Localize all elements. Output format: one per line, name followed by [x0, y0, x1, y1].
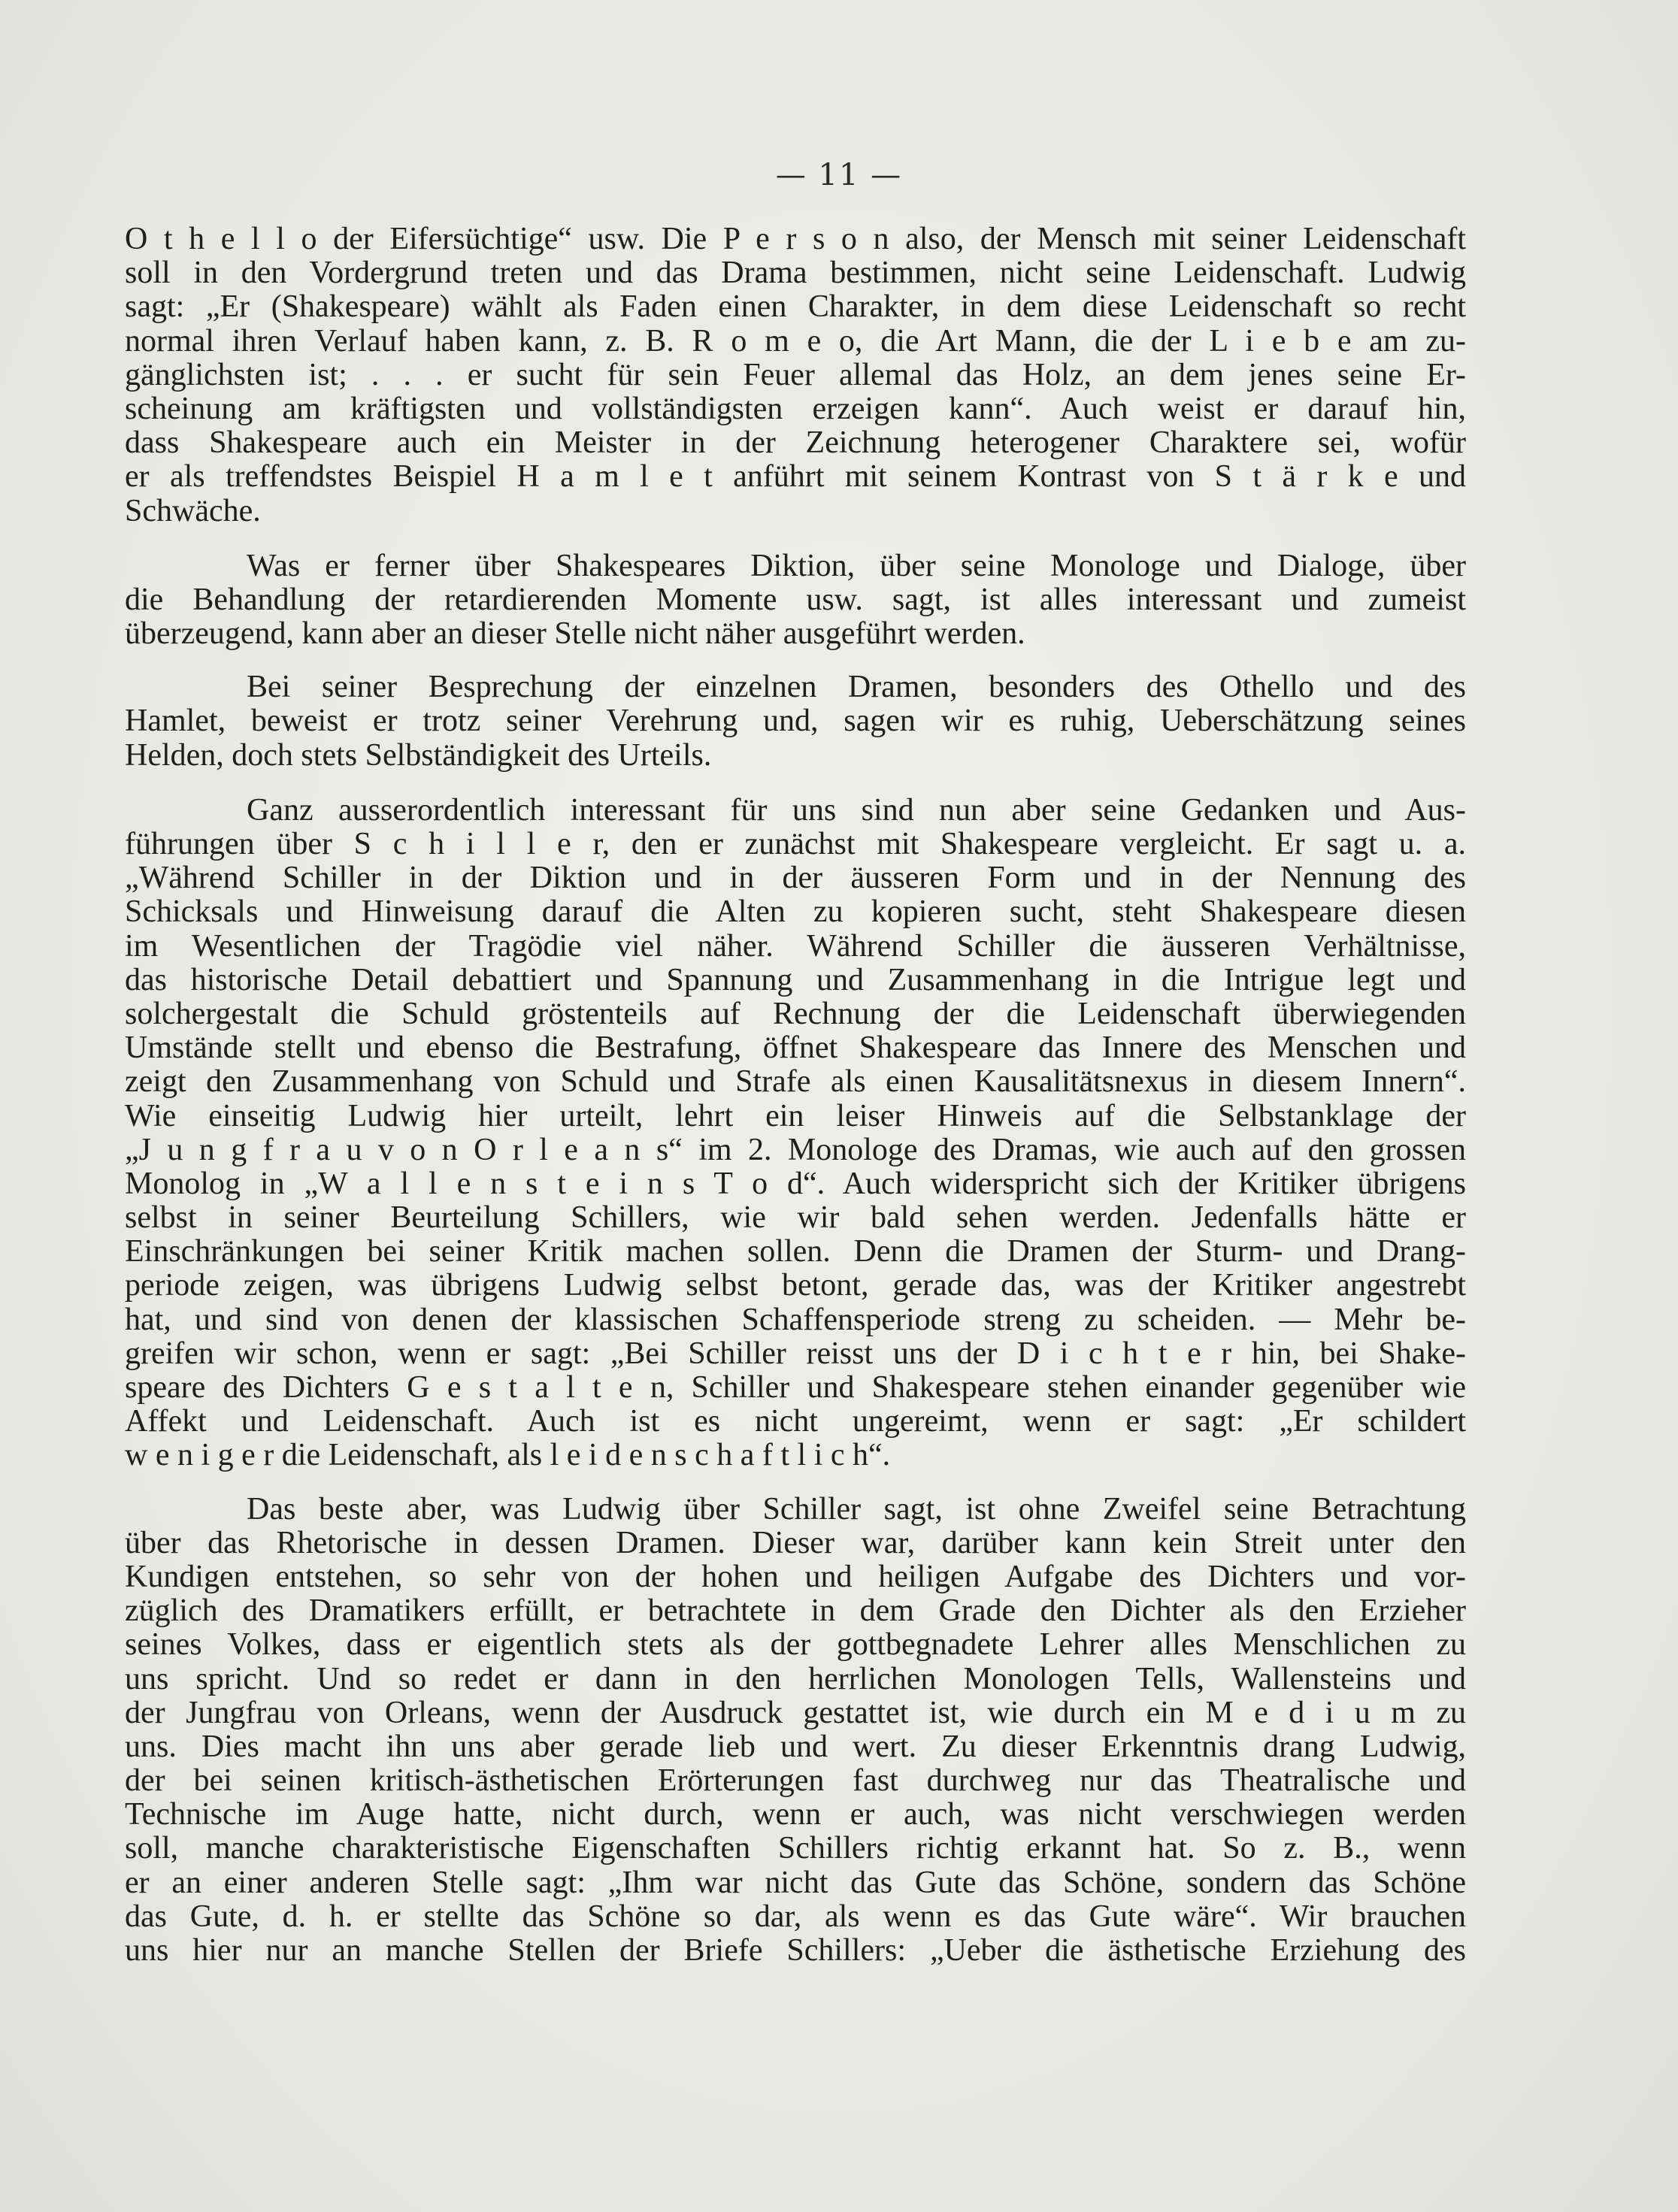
- text-line: „Während Schiller in der Diktion und in der äusseren Form und in der Nennung des: [125, 861, 1466, 896]
- text-line: Affekt und Leidenschaft. Auch ist es nicht ungereimt, wenn er sagt: „Er schildert: [125, 1404, 1466, 1439]
- text-line: Hamlet, beweist er trotz seiner Verehrung und, sagen wir es ruhig, Ueberschätzung seines: [125, 704, 1466, 739]
- text-line: speare des Dichters G e s t a l t e n, Schiller und Shakespeare stehen einander gegenüber wie: [125, 1370, 1466, 1405]
- text-line: w e n i g e r die Leidenschaft, als l e i d e n s c h a f t l i c h“.: [125, 1438, 891, 1473]
- text-line: uns spricht. Und so redet er dann in den herrlichen Monologen Tells, Wallensteins und: [125, 1661, 1466, 1696]
- text-line: der bei seinen kritisch-ästhetischen Erörterungen fast durchweg nur das Theatralische und: [125, 1763, 1466, 1799]
- paragraph-schiller: [125, 794, 1466, 1473]
- text-line: die Behandlung der retardierenden Momente usw. sagt, ist alles interessant und zumeist: [125, 582, 1466, 617]
- text-line: uns. Dies macht ihn uns aber gerade lieb und wert. Zu dieser Erkenntnis drang Ludwig,: [125, 1729, 1466, 1764]
- text-line: zeigt den Zusammenhang von Schuld und Strafe als einen Kausalitätsnexus in diesem Innern“.: [125, 1064, 1466, 1100]
- text-line: Technische im Auge hatte, nicht durch, wenn er auch, was nicht verschwiegen werden: [125, 1797, 1466, 1832]
- text-line: solchergestalt die Schuld gröstenteils auf Rechnung der die Leidenschaft überwiegenden: [125, 996, 1466, 1031]
- text-line: Umstände stellt und ebenso die Bestrafung, öffnet Shakespeare das Innere des Menschen und: [125, 1030, 1466, 1066]
- page-number: — 11 —: [775, 158, 903, 192]
- text-line: er als treffendstes Beispiel H a m l e t anführt mit seinem Kontrast von S t ä r k e und: [125, 459, 1466, 495]
- text-line: selbst in seiner Beurteilung Schillers, wie wir bald sehen werden. Jedenfalls hätte er: [125, 1200, 1466, 1236]
- text-line: das Gute, d. h. er stellte das Schöne so dar, als wenn es das Gute wäre“. Wir brauchen: [125, 1899, 1466, 1934]
- text-line: hat, und sind von denen der klassischen Schaffensperiode streng zu scheiden. — Mehr be-: [125, 1302, 1466, 1337]
- text-line: über das Rhetorische in dessen Dramen. Dieser war, darüber kann kein Streit unter den: [125, 1525, 1466, 1560]
- text-line: im Wesentlichen der Tragödie viel näher. Während Schiller die äusseren Verhältnisse,: [125, 928, 1466, 964]
- text-line: Einschränkungen bei seiner Kritik machen sollen. Denn die Dramen der Sturm- und Drang-: [125, 1234, 1466, 1269]
- text-line: O t h e l l o der Eifersüchtige“ usw. Die P e r s o n also, der Mensch mit seiner Leidenschaft: [125, 222, 1466, 256]
- text-line: uns hier nur an manche Stellen der Briefe Schillers: „Ueber die ästhetische Erziehung des: [125, 1933, 1466, 1968]
- text-line: sagt: „Er (Shakespeare) wählt als Faden einen Charakter, in dem diese Leidenschaft so recht: [125, 289, 1466, 325]
- text-line: Monolog in „W a l l e n s t e i n s T o d“. Auch widerspricht sich der Kritiker übrigens: [125, 1166, 1466, 1201]
- text-line: der Jungfrau von Orleans, wenn der Ausdruck gestattet ist, wie durch ein M e d i u m zu: [125, 1695, 1466, 1730]
- body-text: [125, 222, 1466, 1968]
- text-line: normal ihren Verlauf haben kann, z. B. R o m e o, die Art Mann, die der L i e b e am zu-: [125, 323, 1466, 359]
- text-line: das historische Detail debattiert und Spannung und Zusammenhang in die Intrigue legt und: [125, 962, 1466, 997]
- text-line: soll, manche charakteristische Eigenschaften Schillers richtig erkannt hat. So z. B., wenn: [125, 1831, 1466, 1866]
- text-line: Helden, doch stets Selbständigkeit des Urteils.: [125, 737, 712, 773]
- text-line: Das beste aber, was Ludwig über Schiller sagt, ist ohne Zweifel seine Betrachtung: [247, 1491, 1466, 1527]
- text-line: er an einer anderen Stelle sagt: „Ihm war nicht das Gute das Schöne, sondern das Schöne: [125, 1865, 1466, 1900]
- text-line: Schwäche.: [125, 493, 261, 528]
- text-line: greifen wir schon, wenn er sagt: „Bei Schiller reisst uns der D i c h t e r hin, bei Shake-: [125, 1336, 1466, 1371]
- text-line: dass Shakespeare auch ein Meister in der Zeichnung heterogener Charaktere sei, wofür: [125, 425, 1466, 461]
- text-line: Wie einseitig Ludwig hier urteilt, lehrt ein leiser Hinweis auf die Selbstanklage der: [125, 1098, 1466, 1133]
- text-line: periode zeigen, was übrigens Ludwig selbst betont, gerade das, was der Kritiker angestrebt: [125, 1268, 1466, 1303]
- text-line: soll in den Vordergrund treten und das Drama bestimmen, nicht seine Leidenschaft. Ludwig: [125, 256, 1466, 291]
- paragraph-rhetorik: [125, 1493, 1466, 1968]
- text-line: seines Volkes, dass er eigentlich stets als der gottbegnadete Lehrer alles Menschlichen zu: [125, 1627, 1466, 1663]
- text-line: gänglichsten ist; . . . er sucht für sein Feuer allemal das Holz, an dem jenes seine Er-: [125, 357, 1466, 392]
- paragraph-diktion: [125, 549, 1466, 652]
- text-line: scheinung am kräftigsten und vollständigsten erzeigen kann“. Auch weist er darauf hin,: [125, 391, 1466, 426]
- paragraph-besprechung: [125, 670, 1466, 773]
- text-line: Bei seiner Besprechung der einzelnen Dramen, besonders des Othello und des: [247, 670, 1466, 705]
- text-line: überzeugend, kann aber an dieser Stelle nicht näher ausgeführt werden.: [125, 616, 1025, 652]
- text-line: Was er ferner über Shakespeares Diktion, über seine Monologe und Dialoge, über: [247, 548, 1466, 583]
- text-line: Schicksals und Hinweisung darauf die Alten zu kopieren sucht, steht Shakespeare diesen: [125, 894, 1466, 930]
- paragraph-othello: [125, 222, 1466, 528]
- text-line: „J u n g f r a u v o n O r l e a n s“ im 2. Monologe des Dramas, wie auch auf den grossen: [125, 1132, 1466, 1167]
- text-line: züglich des Dramatikers erfüllt, er betrachtete in dem Grade den Dichter als den Erzieher: [125, 1593, 1466, 1629]
- text-line: Kundigen entstehen, so sehr von der hohen und heiligen Aufgabe des Dichters und vor-: [125, 1559, 1466, 1594]
- text-line: Ganz ausserordentlich interessant für uns sind nun aber seine Gedanken und Aus-: [247, 792, 1466, 828]
- text-line: führungen über S c h i l l e r, den er zunächst mit Shakespeare vergleicht. Er sagt u. a.: [125, 827, 1466, 861]
